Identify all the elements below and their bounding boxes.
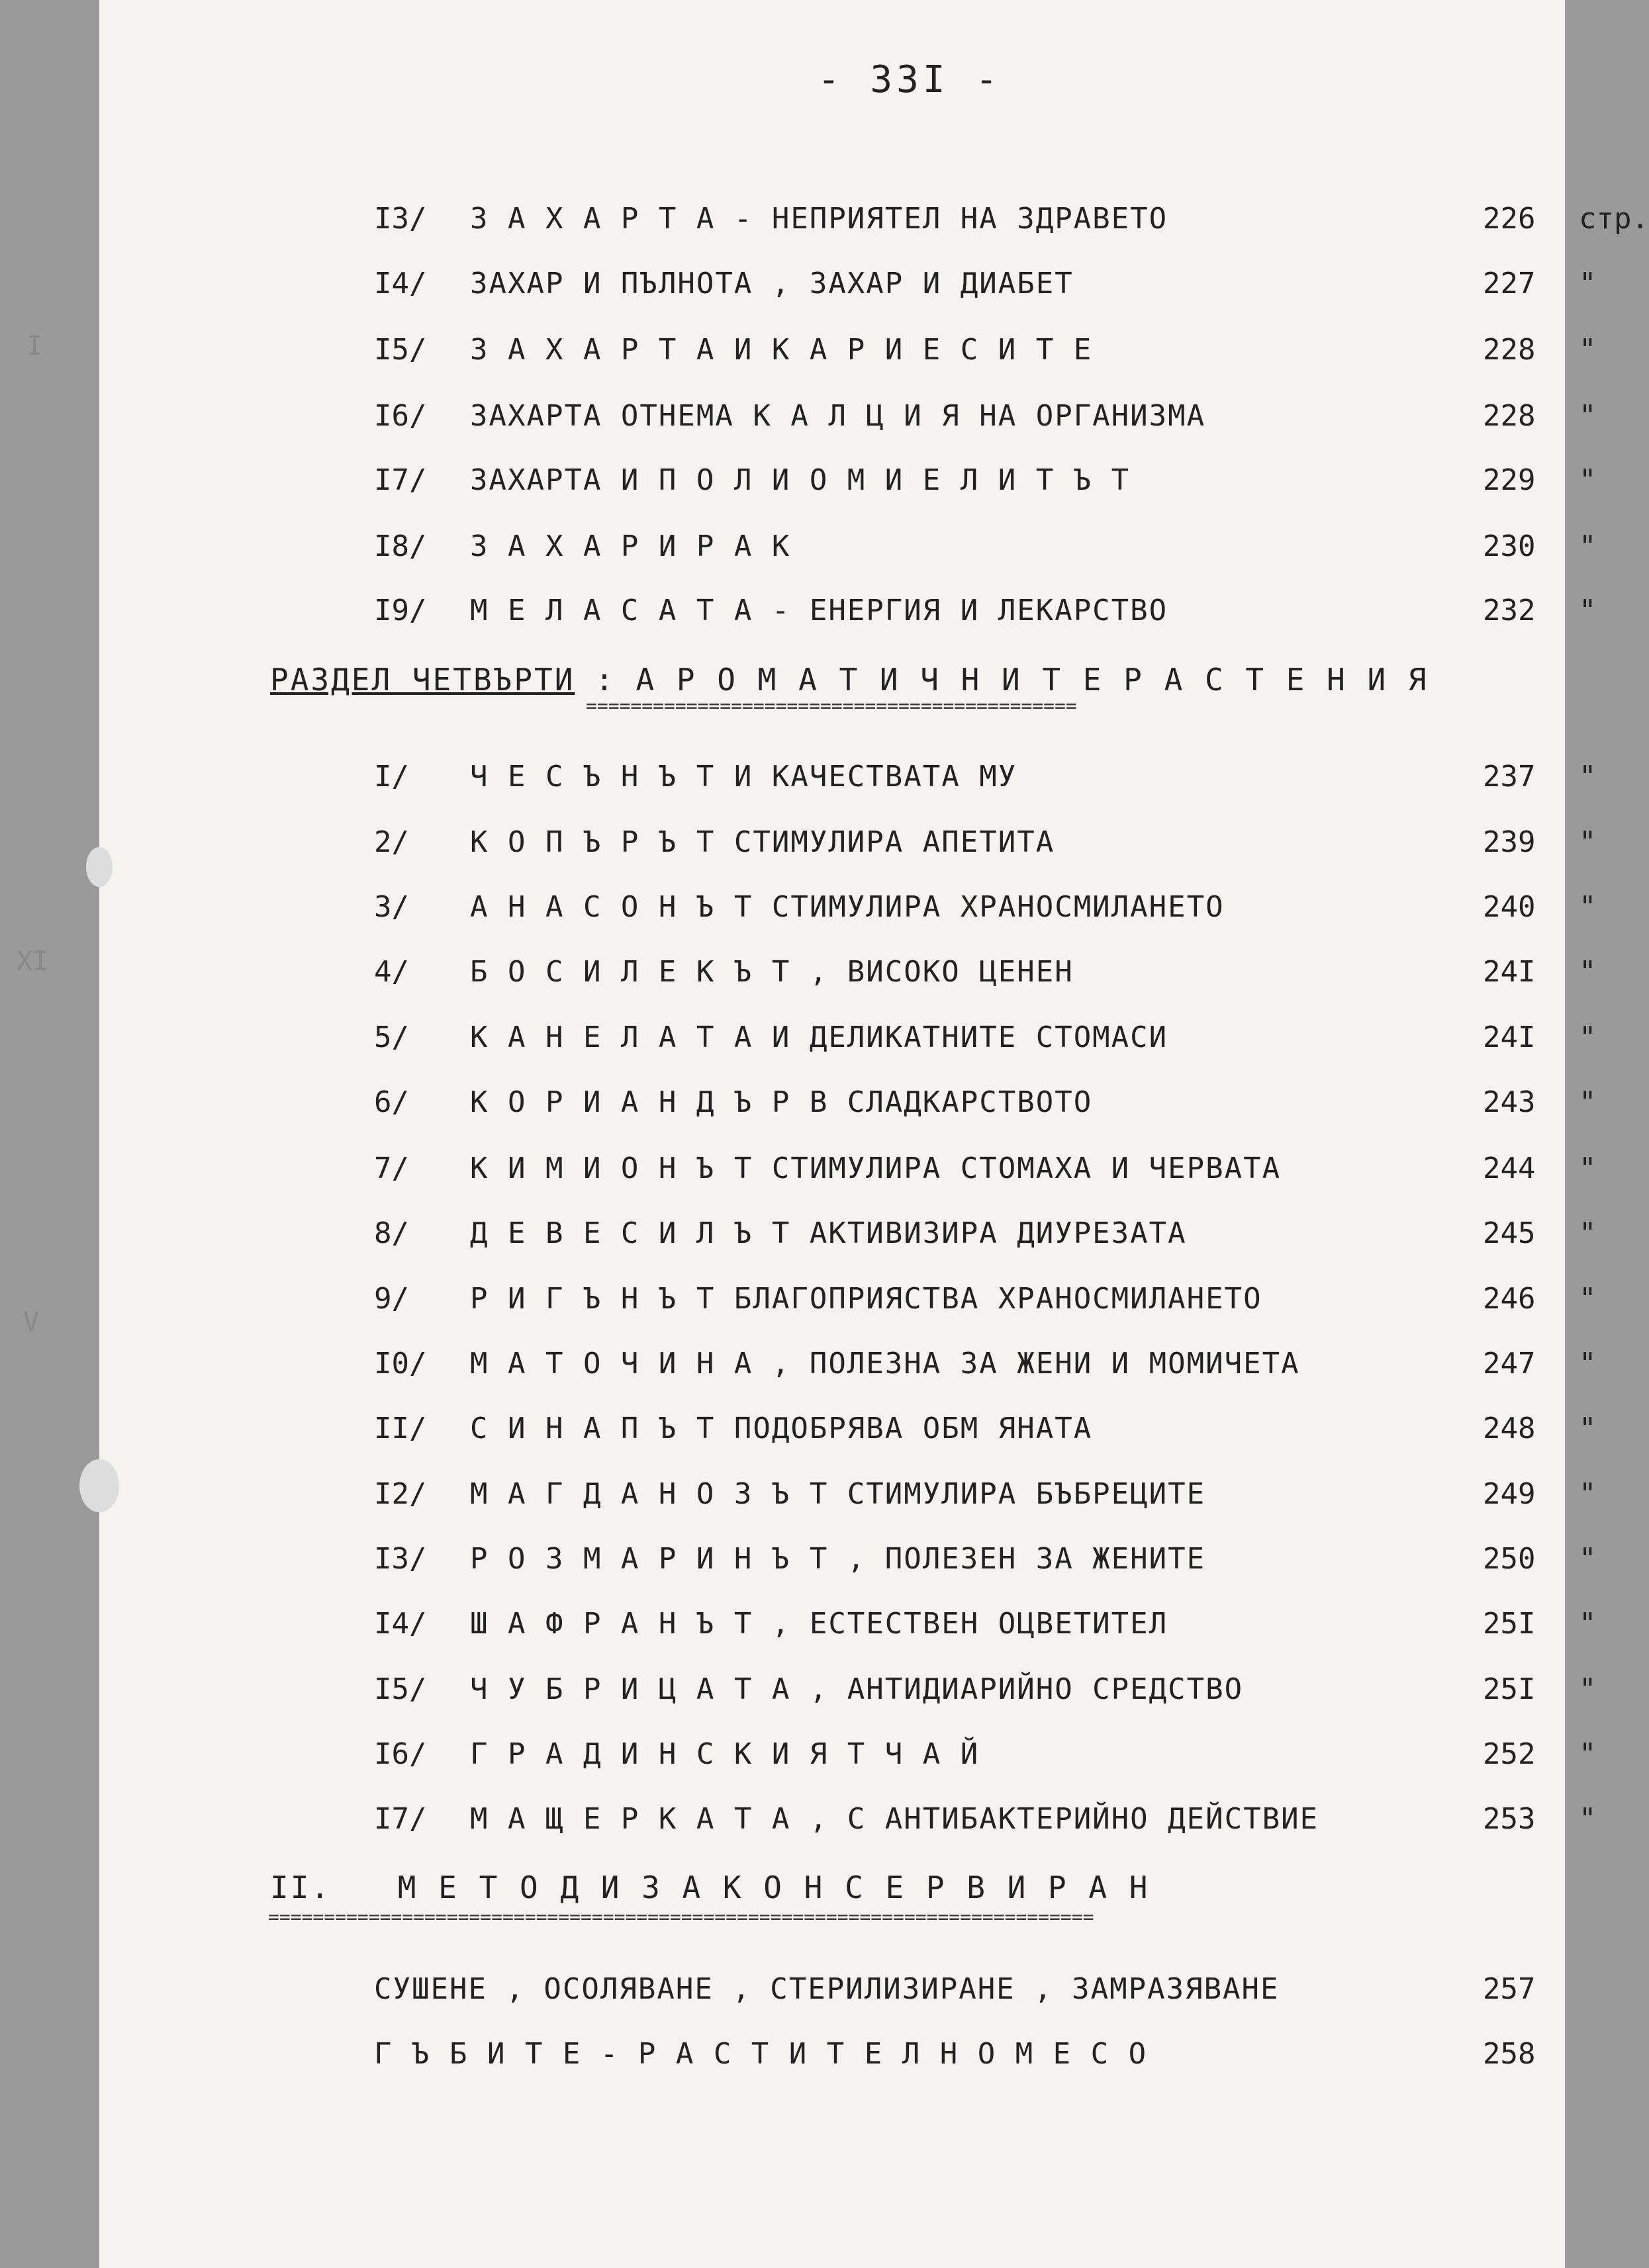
entry-unit: " [1579,399,1597,433]
entry-unit: " [1579,1085,1597,1119]
document-page [17,0,1649,2268]
entry-number: I7/ [374,463,427,497]
entry-title: К О П Ъ Р Ъ Т СТИМУЛИРА АПЕТИТА [470,825,1055,859]
entry-page: 240 [1483,890,1536,924]
margin-mark: XI [17,946,49,977]
entry-number: I7/ [374,1802,427,1836]
toc-entry [374,1672,1619,1719]
entry-number: I6/ [374,1737,427,1771]
toc-entry [374,1085,1619,1132]
entry-title: М А Щ Е Р К А Т А , С АНТИБАКТЕРИЙНО ДЕЙСТВИЕ [470,1802,1319,1836]
entry-page: 245 [1483,1216,1536,1250]
entry-page: 228 [1483,333,1536,367]
entry-unit: " [1579,1542,1597,1576]
page-number: - 33I - [818,58,1002,101]
margin-mark: V [23,1307,40,1338]
entry-unit: " [1579,825,1597,859]
section-heading [270,1870,1150,1905]
toc-entry [374,1972,1619,2019]
section-heading [270,662,1429,698]
entry-number: I2/ [374,1477,427,1511]
entry-number: I6/ [374,399,427,433]
toc-entry [374,267,1619,313]
entry-page: 247 [1483,1347,1536,1381]
entry-page: 253 [1483,1802,1536,1836]
toc-entry [374,760,1619,806]
entry-number: 7/ [374,1152,409,1185]
entry-title: К А Н Е Л А Т А И ДЕЛИКАТНИТЕ СТОМАСИ [470,1021,1168,1054]
entry-page: 24I [1483,1021,1536,1054]
toc-entry [374,202,1649,248]
entry-unit: " [1579,890,1597,924]
section-label: II. [270,1870,332,1905]
entry-page: 24I [1483,955,1536,989]
punch-hole [86,847,113,887]
toc-entry [374,890,1619,936]
entry-unit: " [1579,463,1597,497]
entry-number: 9/ [374,1282,409,1316]
double-rule: ============================================ [586,695,1077,717]
entry-unit: " [1579,1802,1597,1836]
toc-entry [374,529,1619,576]
toc-entry [374,1347,1619,1393]
toc-entry [374,1802,1619,1848]
entry-page: 243 [1483,1085,1536,1119]
toc-entry [374,1282,1619,1328]
entry-title: ЗАХАР И ПЪЛНОТА , ЗАХАР И ДИАБЕТ [470,267,1074,300]
entry-unit: " [1579,1347,1597,1381]
toc-entry [374,1477,1619,1523]
entry-title: М А Т О Ч И Н А , ПОЛЕЗНА ЗА ЖЕНИ И МОМИЧЕТА [470,1347,1300,1381]
toc-entry [374,1152,1619,1198]
toc-entry [374,1021,1619,1067]
entry-title: СУШЕНЕ , ОСОЛЯВАНЕ , СТЕРИЛИЗИРАНЕ , ЗАМРАЗЯВАНЕ [374,1972,1280,2006]
toc-entry [374,955,1619,1001]
section-label: РАЗДЕЛ ЧЕТВЪРТИ [270,662,575,698]
toc-entry [374,1412,1619,1458]
toc-entry [374,463,1619,510]
entry-page: 232 [1483,594,1536,627]
entry-page: 25I [1483,1672,1536,1706]
entry-title: Г Ъ Б И Т Е - Р А С Т И Т Е Л Н О М Е С О [374,2037,1148,2071]
entry-number: 2/ [374,825,409,859]
punch-hole [79,1459,119,1512]
entry-page: 252 [1483,1737,1536,1771]
entry-title: М А Г Д А Н О З Ъ Т СТИМУЛИРА БЪБРЕЦИТЕ [470,1477,1206,1511]
entry-page: 246 [1483,1282,1536,1316]
entry-number: I3/ [374,1542,427,1576]
entry-title: Р О З М А Р И Н Ъ Т , ПОЛЕЗЕН ЗА ЖЕНИТЕ [470,1542,1206,1576]
entry-unit: стр. [1579,202,1649,236]
entry-title: М Е Л А С А Т А - ЕНЕРГИЯ И ЛЕКАРСТВО [470,594,1168,627]
entry-page: 227 [1483,267,1536,300]
entry-title: Р И Г Ъ Н Ъ Т БЛАГОПРИЯСТВА ХРАНОСМИЛАНЕТО [470,1282,1262,1316]
entry-unit: " [1579,1607,1597,1641]
entry-number: 3/ [374,890,409,924]
section-title: М Е Т О Д И З А К О Н С Е Р В И Р А Н [397,1870,1150,1905]
entry-number: I5/ [374,333,427,367]
entry-page: 258 [1483,2037,1536,2071]
entry-unit: " [1579,333,1597,367]
entry-title: Г Р А Д И Н С К И Я Т Ч А Й [470,1737,980,1771]
entry-number: 6/ [374,1085,409,1119]
entry-title: А Н А С О Н Ъ Т СТИМУЛИРА ХРАНОСМИЛАНЕТО [470,890,1225,924]
entry-page: 229 [1483,463,1536,497]
double-rule: ========================================================================== [268,1906,1094,1928]
section-title: А Р О М А Т И Ч Н И Т Е Р А С Т Е Н И Я [636,662,1429,698]
toc-entry [374,594,1619,640]
entry-unit: " [1579,529,1597,563]
entry-page: 230 [1483,529,1536,563]
entry-number: I3/ [374,202,427,236]
entry-unit: " [1579,955,1597,989]
entry-title: Б О С И Л Е К Ъ Т , ВИСОКО ЦЕНЕН [470,955,1074,989]
toc-entry [374,1737,1619,1784]
entry-number: I/ [374,760,409,794]
entry-number: I5/ [374,1672,427,1706]
entry-title: Ш А Ф Р А Н Ъ Т , ЕСТЕСТВЕН ОЦВЕТИТЕЛ [470,1607,1168,1641]
entry-title: З А Х А Р Т А И К А Р И Е С И Т Е [470,333,1093,367]
entry-page: 226 [1483,202,1536,236]
entry-page: 257 [1483,1972,1536,2006]
entry-unit: " [1579,267,1597,300]
entry-unit: " [1579,1282,1597,1316]
entry-page: 228 [1483,399,1536,433]
entry-number: 5/ [374,1021,409,1054]
entry-title: З А Х А Р Т А - НЕПРИЯТЕЛ НА ЗДРАВЕТО [470,202,1168,236]
entry-unit: " [1579,1672,1597,1706]
entry-unit: " [1579,1477,1597,1511]
entry-unit: " [1579,1152,1597,1185]
entry-title: Ч У Б Р И Ц А Т А , АНТИДИАРИЙНО СРЕДСТВО [470,1672,1244,1706]
entry-number: I0/ [374,1347,427,1381]
entry-unit: " [1579,1737,1597,1771]
entry-unit: " [1579,1021,1597,1054]
toc-entry [374,1542,1619,1588]
toc-entry [374,1216,1619,1263]
entry-number: I4/ [374,267,427,300]
entry-title: Ч Е С Ъ Н Ъ Т И КАЧЕСТВАТА МУ [470,760,1017,794]
entry-number: 8/ [374,1216,409,1250]
entry-title: С И Н А П Ъ Т ПОДОБРЯВА ОБМ ЯНАТА [470,1412,1093,1445]
entry-number: I9/ [374,594,427,627]
entry-unit: " [1579,760,1597,794]
entry-page: 250 [1483,1542,1536,1576]
entry-title: К О Р И А Н Д Ъ Р В СЛАДКАРСТВОТО [470,1085,1093,1119]
toc-entry [374,825,1619,872]
entry-number: 4/ [374,955,409,989]
margin-mark: I [26,331,43,361]
entry-page: 249 [1483,1477,1536,1511]
toc-entry [374,399,1619,445]
entry-title: ЗАХАРТА И П О Л И О М И Е Л И Т Ъ Т [470,463,1131,497]
entry-unit: " [1579,1412,1597,1445]
toc-entry [374,2037,1619,2083]
entry-number: II/ [374,1412,427,1445]
entry-page: 248 [1483,1412,1536,1445]
toc-entry [374,333,1619,379]
entry-number: I8/ [374,529,427,563]
entry-page: 244 [1483,1152,1536,1185]
entry-page: 25I [1483,1607,1536,1641]
entry-title: Д Е В Е С И Л Ъ Т АКТИВИЗИРА ДИУРЕЗАТА [470,1216,1187,1250]
entry-title: ЗАХАРТА ОТНЕМА К А Л Ц И Я НА ОРГАНИЗМА [470,399,1206,433]
section-colon: : [575,662,636,698]
entry-page: 239 [1483,825,1536,859]
entry-unit: " [1579,594,1597,627]
entry-page: 237 [1483,760,1536,794]
entry-title: К И М И О Н Ъ Т СТИМУЛИРА СТОМАХА И ЧЕРВАТА [470,1152,1282,1185]
toc-entry [374,1607,1619,1653]
entry-number: I4/ [374,1607,427,1641]
entry-unit: " [1579,1216,1597,1250]
entry-title: З А Х А Р И Р А К [470,529,791,563]
